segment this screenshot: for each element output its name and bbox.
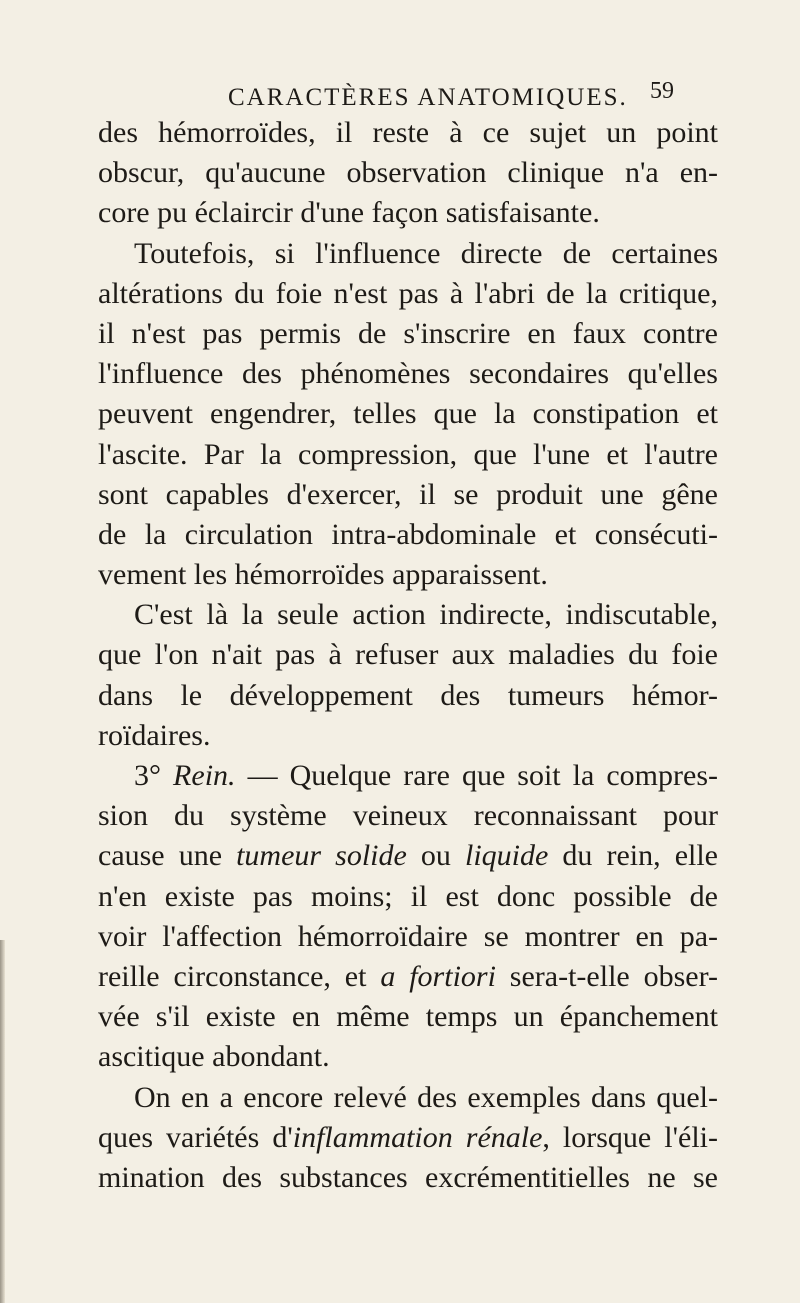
text-line-15: dans le développement des tumeurs hémor-	[98, 678, 718, 712]
text-line-4: Toutefois, si l'influence directe de certaines	[134, 236, 718, 270]
page-number: 59	[650, 78, 674, 104]
text-line-10: sont capables d'exercer, il se produit une gêne	[98, 477, 718, 511]
text-line-17: 3° Rein. — Quelque rare que soit la compres-	[134, 759, 718, 792]
running-title: CARACTÈRES ANATOMIQUES.	[228, 84, 628, 111]
page-header	[0, 78, 800, 118]
text-line-5: altérations du foie n'est pas à l'abri de la critique,	[98, 276, 718, 310]
text-line-25: On en a encore relevé des exemples dans quel-	[134, 1080, 718, 1114]
text-line-16: roïdaires.	[98, 718, 211, 752]
text-line-2: obscur, qu'aucune observation clinique n'a en-	[98, 156, 718, 190]
text-line-21: voir l'affection hémorroïdaire se montrer en pa-	[98, 919, 718, 953]
text-line-20: n'en existe pas moins; il est donc possible de	[98, 879, 718, 913]
text-line-1: des hémorroïdes, il reste à ce sujet un point	[98, 116, 718, 149]
text-line-13: C'est là la seule action indirecte, indiscutable,	[134, 598, 718, 632]
text-line-9: l'ascite. Par la compression, que l'une et l'autre	[98, 437, 718, 471]
text-line-24: ascitique abondant.	[98, 1040, 330, 1074]
text-line-8: peuvent engendrer, telles que la constipation et	[98, 397, 718, 431]
text-line-6: il n'est pas permis de s'inscrire en faux contre	[98, 316, 718, 350]
text-line-12: vement les hémorroïdes apparaissent.	[98, 558, 548, 592]
text-line-11: de la circulation intra-abdominale et consécuti-	[98, 517, 718, 551]
text-line-14: que l'on n'ait pas à refuser aux maladies du foie	[98, 638, 718, 672]
text-line-22: reille circonstance, et a fortiori sera-t-elle obser-	[98, 959, 718, 993]
text-line-7: l'influence des phénomènes secondaires qu'elles	[98, 357, 718, 391]
text-line-26: ques variétés d'inflammation rénale, lorsque l'éli-	[98, 1120, 718, 1154]
section-heading-rein: Rein.	[173, 759, 236, 792]
text-line-27: mination des substances excrémentitielles ne se	[98, 1160, 718, 1194]
text-line-23: vée s'il existe en même temps un épanchement	[98, 1000, 718, 1034]
text-line-19: cause une tumeur solide ou liquide du rein, elle	[98, 839, 718, 873]
body-text	[98, 113, 718, 1198]
page-edge-shadow	[0, 940, 5, 1303]
text-line-3: core pu éclaircir d'une façon satisfaisante.	[98, 196, 600, 230]
text-line-18: sion du système veineux reconnaissant pour	[98, 799, 718, 833]
